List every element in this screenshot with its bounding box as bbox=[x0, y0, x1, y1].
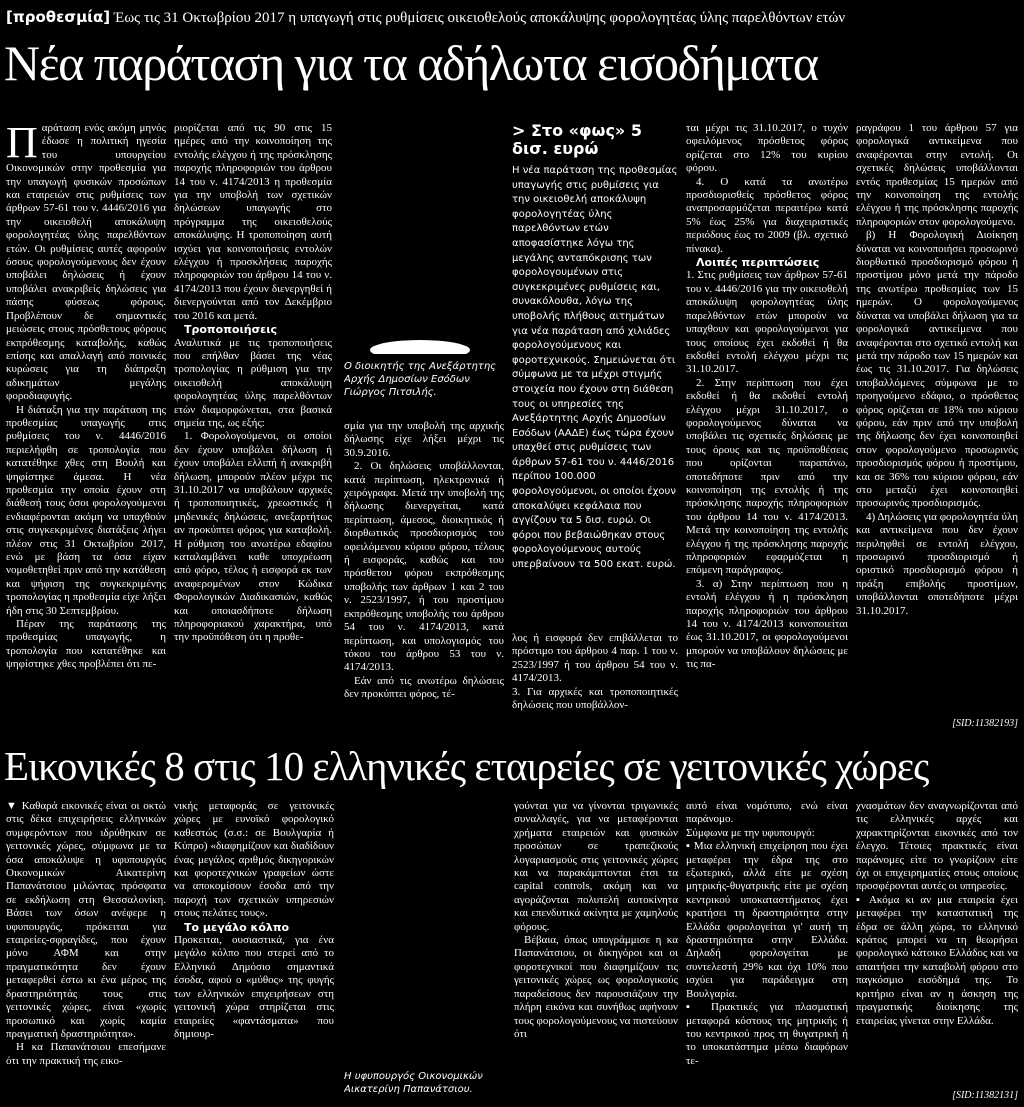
paragraph: Η διάταξη για την παράταση της προθεσμίας υπαγωγής στις ρυθμίσεις του ν. 4446/2016 περιελήφθη σε τροπολογία που κατατέθηκε χθες στη Βουλή και ψηφίστηκε άμεσα. Η νέα προθεσμία την οποία έχουν στη διάθεσή τους όσοι φορολογούμενοι ενδιαφέρονται ακόμη να υπαχθούν στις συγκεκριμένες διατάξεις λήγει πλέον στις 31 Οκτωβρίου 2017, ενώ με βάση τα όσα είχαν νομοθετηθεί πριν από την κατάθεση και ψήφιση της συγκεκριμένης τροπολογίας η προθεσμία είχε λήξει ήδη στις 30 Σεπτεμβρίου. bbox=[6, 403, 166, 617]
sidebar-title: > Στο «φως» 5 δισ. ευρώ bbox=[512, 122, 642, 158]
article2-col2 bbox=[174, 800, 334, 1104]
paragraph: 4) Δηλώσεις για φορολογητέα ύλη και αντικείμενα που δεν έχουν περιληφθεί σε εντολή ελέγχου, προσωρινό προσδιορισμό ή οριστικό προσδιορισμό φόρου ή πράξη επιβολής προστίμων, υποβάλλονται οποτεδήποτε μέχρι 31.10.2017. bbox=[856, 510, 1018, 617]
paragraph: Αναλυτικά με τις τροποποιήσεις που επήλθαν βάσει της νέας τροπολογίας η ρύθμιση για την οικειοθελή αποκάλυψη φορολογητέας ύλης παρελθόντων ετών διαμορφώνεται, στα βασικά σημεία της, ως εξής: bbox=[174, 336, 332, 429]
subhead: Το μεγάλο κόλπο bbox=[184, 920, 290, 934]
kicker bbox=[6, 4, 1018, 30]
article1-col6 bbox=[856, 122, 1018, 718]
subhead: Τροποποιήσεις bbox=[184, 323, 278, 337]
article1-col2 bbox=[174, 122, 332, 734]
paragraph: ραγράφου 1 του άρθρου 57 για φορολογικά αντικείμενα που αναφέρονται στην εντολή. Οι σχετικές δηλώσεις υποβάλλονται εντός προθεσμίας 15 ημερών από την κοινοποίηση της εντολής ελέγχου ή της πρόσκλησης παροχής πληροφοριών στον φορολογούμενο. bbox=[856, 122, 1018, 228]
paragraph: αράταση ενός ακόμη μηνός έδωσε η πολιτική ηγεσία του υπουργείου Οικονομικών στην προθεσμία για την υπαγωγή φυσικών προσώπων και εταιρειών στις ρυθμίσεις των άρθρων 57-61 του ν. 4446/2016 για την οικειοθελή αποκάλυψη φορολογητέας ύλης παρελθόντων ετών. Οι ρυθμίσεις αυτές αφορούν όσους φορολογούμενους δεν έχουν υποβάλει δηλώσεις ή έχουν υποβάλει ανακριβείς δηλώσεις για πάσης φύσεως φόρους. Προβλέπουν δε σημαντικές μειώσεις στους πρόσθετους φόρους εκπρόθεσμης καταβολής, καθώς επίσης και απαλλαγή από ποινικές κυρώσεις για τη διάπραξη αδικημάτων μεγάλης φοροδιαφυγής. bbox=[6, 122, 166, 403]
article1-col3 bbox=[344, 420, 504, 734]
article2-col5 bbox=[686, 800, 848, 1104]
photo-caption: Ο διοικητής της Ανεξάρτητης Αρχής Δημοσίων Εσόδων Γιώργος Πιτσιλής. bbox=[344, 361, 497, 398]
paragraph: 2. Οι δηλώσεις υποβάλλονται, κατά περίπτωση, ηλεκτρονικά ή χειρόγραφα. Μετά την υποβολή της δήλωσης διενεργείται, κατά περίπτωση, άμεσος, διοικητικός ή διορθωτικός προσδιορισμός του οφειλόμενου κύριου φόρου, τέλους ή εισφοράς, καθώς και του πρόσθετου φόρου εκπρόθεσμης υποβολής των άρθρων 1 και 2 του ν. 2523/1997, ή του προστίμου εκπρόθεσμης υποβολής του άρθρου 54 του ν. 4174/2013, κατά περίπτωση, και υπολογισμός του τόκου του άρθρου 53 του ν. 4174/2013. bbox=[344, 460, 504, 674]
paragraph: ▪ Μια ελληνική επιχείρηση που έχει μεταφέρει την έδρα της στο εξωτερικό, αλλά είτε με σχέση μητρικής-θυγατρικής είτε με σχέση κεντρικού υποκαταστήματος έχει κρατήσει τη δραστηριότητα στην Ελλάδα φορολογείται γι' αυτή τη δραστηριότητα στην Ελλάδα. Δηλαδή φορολογείται με συντελεστή 29% και όχι 10% που ισχύει για παράδειγμα στη Βουλγαρία. bbox=[686, 840, 848, 1000]
sidebar-box bbox=[512, 122, 678, 612]
paragraph: β) Η Φορολογική Διοίκηση δύναται να κοινοποιήσει προσωρινό διορθωτικό προσδιορισμό φόρου ή προστίμου μόνο μετά την πάροδο της ανωτέρω προθεσμίας των 15 ημερών. Ο φορολογούμενος δύναται να υποβάλει δήλωση για τα φορολογικά αντικείμενα που αναφέρονται στο σχετικό εντολή και μετά την πάροδο των 15 ημερών και έως τις 31.10.2017. Για δηλώσεις υποβαλλόμενες σύμφωνα με το προηγούμενο εδάφιο, ο πρόσθετος φόρος ορίζεται σε 18% του κύριου φόρου, εάν πριν από την υποβολή της δήλωσης δεν έχει κοινοποιηθεί στον φορολογούμενο προσωρινός προσδιορισμός φόρου ή προστίμου, και σε 36% του κύριου φόρου, εάν στο μεταξύ έχει κοινοποιηθεί προσωρινός προσδιορισμός. bbox=[856, 229, 1018, 510]
article1-sid: [SID:11382193] bbox=[952, 718, 1018, 729]
paragraph: 4. Ο κατά τα ανωτέρω προσδιορισθείς πρόσθετος φόρος αναπροσαρμόζεται περαιτέρω κατά 5% έως 25% για διαχειριστικές περιόδους έως το 2009 (βλ. σχετικό πίνακα). bbox=[686, 175, 848, 255]
paragraph: σμία για την υποβολή της αρχικής δήλωσης είχε λήξει μέχρι τις 30.9.2016. bbox=[344, 420, 504, 459]
paragraph: γούνται για να γίνονται τριγωνικές συναλλαγές, για να μεταφέρονται χρήματα εταιρειών και φυσικών προσώπων σε τραπεζικούς λογαριασμούς στις γειτονικές χώρες και να παρακάμπτονται έτσι τα capital controls, ακόμη και να αγοράζονται πολυτελή αυτοκίνητα και επενδυτικά ακίνητα με χαμηλούς φόρους. bbox=[514, 800, 678, 933]
paragraph: Σύμφωνα με την υφυπουργό: bbox=[686, 826, 815, 839]
paragraph: χνασμάτων δεν αναγνωρίζονται από τις ελληνικές αρχές και χαρακτηρίζονται εικονικές από τον έλεγχο. Τέτοιες πρακτικές είναι παράνομες είτε το γνωρίζουν είτε όχι οι επιχειρηματίες στους οποίους προσφέρονται αυτές οι υπηρεσίες. bbox=[856, 800, 1018, 893]
paragraph: Προκειται, ουσιαστικά, για ένα μεγάλο κόλπο που στερεί από το Ελληνικό Δημόσιο σημαντικά έσοδα, αφού ο «μύθος» της φυγής των ελληνικών επιχειρήσεων στη γειτονική χώρα στηρίζεται στις εταιρείες «φαντάσματα» που δημιουρ- bbox=[174, 934, 334, 1040]
paragraph: 1. Φορολογούμενοι, οι οποίοι δεν έχουν υποβάλει δήλωση ή έχουν υποβάλει ελλιπή ή ανακριβή δήλωση, μπορούν πλέον μέχρι τις 31.10.2017 να υποβάλουν αρχικές ή τροποποιητικές, χρεωστικές ή μηδενικές δηλώσεις, ανεξαρτήτως αν προκύπτει φόρος για καταβολή. Η ρύθμιση του ανωτέρω εδαφίου καταλαμβάνει καθε υποχρέωση από φόρο, τέλος ή εισφορά εκ των αναφερομένων στον Κώδικα Φορολογικών Διαδικασιών, καθώς και οποιασδήποτε δήλωση πληροφοριακού χαρακτήρα, υπό την προϋπόθεση ότι η προθε- bbox=[174, 430, 332, 644]
paragraph: 3. α) Στην περίπτωση που η εντολή ελέγχου ή η πρόσκληση παροχής πληροφοριών του άρθρου 14 του ν. 4174/2013 κοινοποιείται έως 31.10.2017, οι φορολογούμενοι μπορούν να υποβάλουν δηλώσεις με τις πα- bbox=[686, 577, 848, 671]
paragraph: αυτό είναι νομότυπο, ενώ είναι παράνομο. bbox=[686, 800, 848, 826]
paragraph: νικής μεταφοράς σε γειτονικές χώρες με ευνοϊκό φορολογικό καθεστώς (σ.σ.: σε Βουλγαρία ή Κύπρο) «διαφημίζουν και διαδίδουν ένας μεγάλος αριθμός δικηγορικών και φοροτεχνικών γραφείων ώστε να αποκομίσουν έσοδα από την παροχή των σχετικών υπηρεσιών στους πελάτες τους». bbox=[174, 800, 334, 920]
paragraph: ριορίζεται από τις 90 στις 15 ημέρες από την κοινοποίηση της εντολής ελέγχου ή της πρόσκλησης παροχής πληροφοριών του άρθρου 14 του ν. 4174/2013 η προθεσμία για την υποβολή των σχετικών δηλώσεων υπαγωγής στο πρόγραμμα της οικειοθελούς αποκάλυψης. Η τροποποίηση αυτή ισχύει για κοινοποιήσεις εντολών ελέγχου ή προσκλήσεις παροχής πληροφοριών του άρθρου 14 του ν. 4174/2013 που έχουν διενεργηθεί ή διενεργούνται από τον Δεκέμβριο του 2016 και μετά. bbox=[174, 122, 332, 322]
kicker-text: Έως τις 31 Οκτωβρίου 2017 η υπαγωγή στις ρυθμίσεις οικειοθελούς αποκάλυψης φορολογητέας ύλης παρελθόντων ετών bbox=[113, 10, 846, 26]
paragraph: Εάν από τις ανωτέρω δηλώσεις δεν προκύπτει φόρος, τέ- bbox=[344, 674, 504, 701]
dropcap: Π bbox=[6, 122, 38, 167]
portrait-silhouette-icon bbox=[340, 122, 504, 354]
paragraph: ται μέχρι τις 31.10.2017, ο τυχόν οφειλόμενος πρόσθετος φόρος ορίζεται στο 12% του κυρίου φόρου. bbox=[686, 122, 848, 175]
article1-col5 bbox=[686, 122, 848, 734]
subhead: Λοιπές περιπτώσεις bbox=[696, 256, 820, 270]
article1-col1 bbox=[6, 122, 166, 734]
article2-sid: [SID:11382131] bbox=[952, 1090, 1018, 1101]
paragraph: 2. Στην περίπτωση που έχει εκδοθεί ή θα εκδοθεί εντολή ελέγχου μέχρι 31.10.2017, ο φορολογούμενος δύναται να υποβάλει τις σχετικές δηλώσεις με τους όρους και τις προϋποθέσεις που ορίζονται παραπάνω, οποτεδήποτε πριν από την κοινοποίηση της εντολής ή της πρόσκλησης παροχής πληροφοριών του άρθρου 14 του ν. 4174/2013. Μετά την κοινοποίηση της εντολής ελέγχου ή της πρόσκλησης παροχής πληροφοριών εφαρμόζεται η επόμενη παράγραφος. bbox=[686, 376, 848, 577]
paragraph: ▪ Πρακτικές για πλασματική μεταφορά κόστους της μητρικής ή του κεντρικού προς τη θυγατρική ή το υποκατάστημα μέσω διαφόρων τε- bbox=[686, 1001, 848, 1067]
kicker-tag: [προθεσμία] bbox=[6, 8, 111, 26]
paragraph: 1. Στις ρυθμίσεις των άρθρων 57-61 του ν. 4446/2016 για την οικειοθελή αποκάλυψη φορολογητέας ύλης παρελθόντων ετών μπορούν να υπαχθουν και φορολογούμενοι για τους οποίους έχει εκδοθεί ή θα εκδοθεί εντολή ελέγχου μέχρι τις 31.10.2017. bbox=[686, 269, 848, 376]
article2-col4 bbox=[514, 800, 678, 1104]
article2-col6 bbox=[856, 800, 1018, 1090]
paragraph: Βέβαια, όπως υπογράμμισε η κα Παπανάτσιου, οι δικηγόροι και οι φοροτεχνικοί που διαφημίζουν τις γειτονικές χώρες ως φορολογικούς παραδείσους δεν παρουσιάζουν την πλήρη εικόνα και συνήθως αφήνουν τους φορολογούμενους να πιστεύουν ότι bbox=[514, 934, 678, 1040]
paragraph: ▼ Καθαρά εικονικές είναι οι οκτώ στις δέκα επιχειρήσεις ελληνικών συμφερόντων που ιδρύθηκαν σε γειτονικές χώρες, σύμφωνα με τα όσα αποκάλυψε η υφυπουργός Οικονομικών Αικατερίνη Παπανάτσιου μιλώντας πρόσφατα σε εκδήλωση στη Θεσσαλονίκη. Βάσει των όσων ανέφερε η υφυπουργός, πρόκειται για εταιρείες-σφραγίδες, που έχουν μόνο ΑΦΜ και στην πραγματικότητα δεν έχουν μεταφερθεί έστω κι ένα μέρος της δραστηριότητάς τους στις γειτονικές χώρες, είναι «χωρίς προσωπικό και χωρίς καμία πραγματική δραστηριότητα». bbox=[6, 800, 166, 1040]
article2-col1 bbox=[6, 800, 166, 1104]
article1-headline: Νέα παράταση για τα αδήλωτα εισοδήματα bbox=[4, 35, 818, 91]
article2-headline: Εικονικές 8 στις 10 ελληνικές εταιρείες σε γειτονικές χώρες bbox=[4, 743, 929, 789]
deputy-minister-photo bbox=[342, 800, 508, 1070]
photo-caption: Η υφυπουργός Οικονομικών Αικατερίνη Παπανάτσιου. bbox=[344, 1071, 483, 1095]
official-photo bbox=[340, 122, 504, 354]
paragraph: Πέραν της παράτασης της προθεσμίας υπαγωγής, η τροπολογία που κατατέθηκε και ψηφίστηκε χθες προβλέπει ότι πε- bbox=[6, 618, 166, 671]
sidebar-text: Η νέα παράταση της προθεσμίας υπαγωγής στις ρυθμίσεις για την οικειοθελή αποκάλυψη φορολογητέας ύλης παρελθόντων ετών αποφασίστηκε λόγω της μεγάλης ανταπόκρισης των φορολογουμένων στις συγκεκριμένες ρυθμίσεις και, συνακόλουθα, λόγω της υποβολής πλήθους αιτημάτων για νέα παράταση από χιλιάδες φορολογούμενους και φοροτεχνικούς. Σημειώνεται ότι σύμφωνα με τα μέχρι στιγμής στοιχεία που έχουν στη διάθεση τους οι υπηρεσίες της Ανεξάρτητης Αρχής Δημοσίων Εσόδων (ΑΑΔΕ) έως τώρα έχουν υπαχθεί στις ρυθμίσεις των άρθρων 57-61 του ν. 4446/2016 περίπου 100.000 φορολογούμενοι, οι οποίοι έχουν αποκαλύψει κεφάλαια που αγγίζουν τα 5 δισ. ευρώ. Οι φόροι που βεβαιώθηκαν στους φορολογούμενους αυτούς υπερβαίνουν τα 500 εκατ. ευρώ. bbox=[512, 165, 678, 571]
paragraph: ▪ Ακόμα κι αν μια εταιρεία έχει μεταφέρει την καταστατική της έδρα σε άλλη χώρα, το ελληνικό κράτος μπορεί να τη θεωρήσει φορολογικό κάτοικο Ελλάδος και να απαιτήσει την καταβολή φόρου στο παγκόσμιο εισόδημά της. Το κριτήριο είναι αν η άσκηση της πραγματικής διοίκησης της εταιρείας γίνεται στην Ελλάδα. bbox=[856, 893, 1018, 1027]
paragraph: Η κα Παπανάτσιου επεσήμανε ότι την πρακτική της εικο- bbox=[6, 1041, 166, 1067]
article1-col4-bottom: λος ή εισφορά δεν επιβάλλεται το πρόστιμο του άρθρου 4 παρ. 1 του ν. 2523/1997 ή του άρθρου 54 του ν. 4174/2013. 3. Για αρχικές και τροποποιητικές δηλώσεις που υποβάλλον- bbox=[512, 632, 678, 712]
